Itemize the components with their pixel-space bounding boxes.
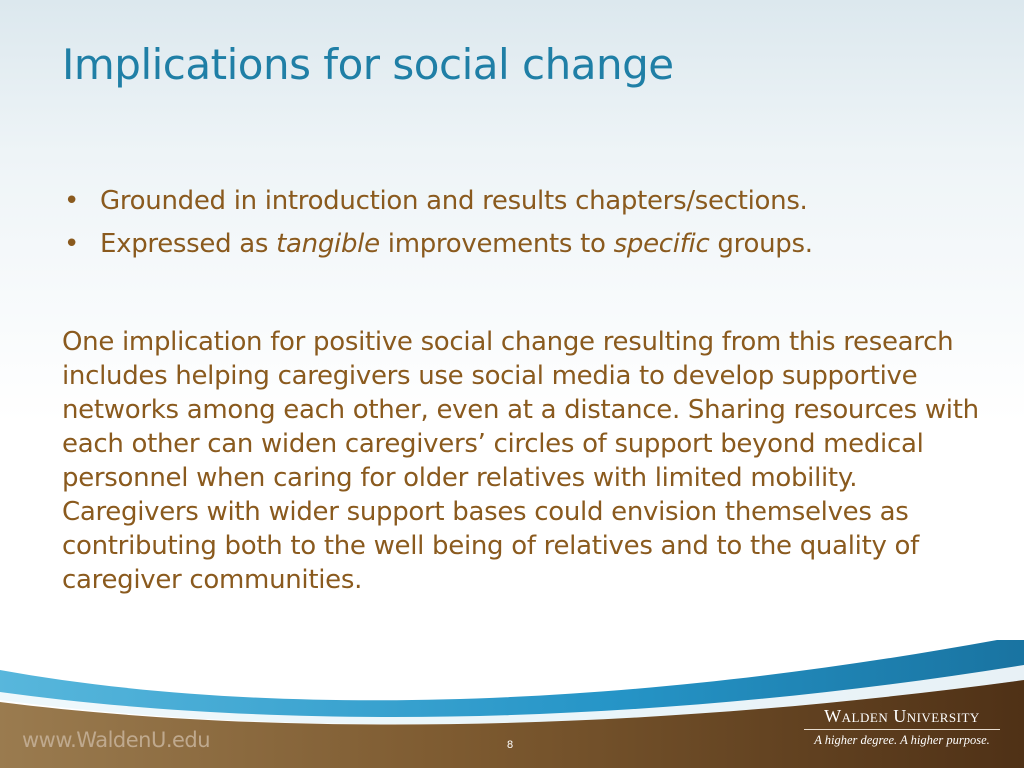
- bullet-emphasis: tangible: [276, 229, 380, 259]
- bullet-text: Expressed as: [100, 229, 277, 259]
- bullet-text: Grounded in introduction and results chapters/sections.: [100, 186, 808, 216]
- bullet-item: [62, 223, 1002, 266]
- bullet-text: groups.: [709, 229, 813, 259]
- bullet-dot: •: [64, 186, 80, 216]
- slide-title: Implications for social change: [62, 40, 674, 89]
- brand-tagline: A higher degree. A higher purpose.: [814, 733, 990, 747]
- walden-logo: [804, 706, 1000, 748]
- brand-name: Walden University: [804, 706, 1000, 730]
- bullet-dot: •: [64, 229, 80, 259]
- bullet-text: improvements to: [379, 229, 614, 259]
- bullet-emphasis: specific: [613, 229, 710, 259]
- body-paragraph: One implication for positive social change resulting from this research includes helping caregivers use social media to develop supportive networks among each other, even at a distance. Sharing resources with each other can widen caregivers’ circles of support beyond medical personnel when caring for older relatives with limited mobility. Caregivers with wider support bases could envision themselves as contributing both to the well being of relatives and to the quality of caregiver communities.: [62, 327, 979, 595]
- page-number: 8: [507, 739, 514, 751]
- bullet-list: [62, 180, 1002, 266]
- bullet-item: [62, 180, 1002, 223]
- website-url: www.WaldenU.edu: [22, 728, 211, 752]
